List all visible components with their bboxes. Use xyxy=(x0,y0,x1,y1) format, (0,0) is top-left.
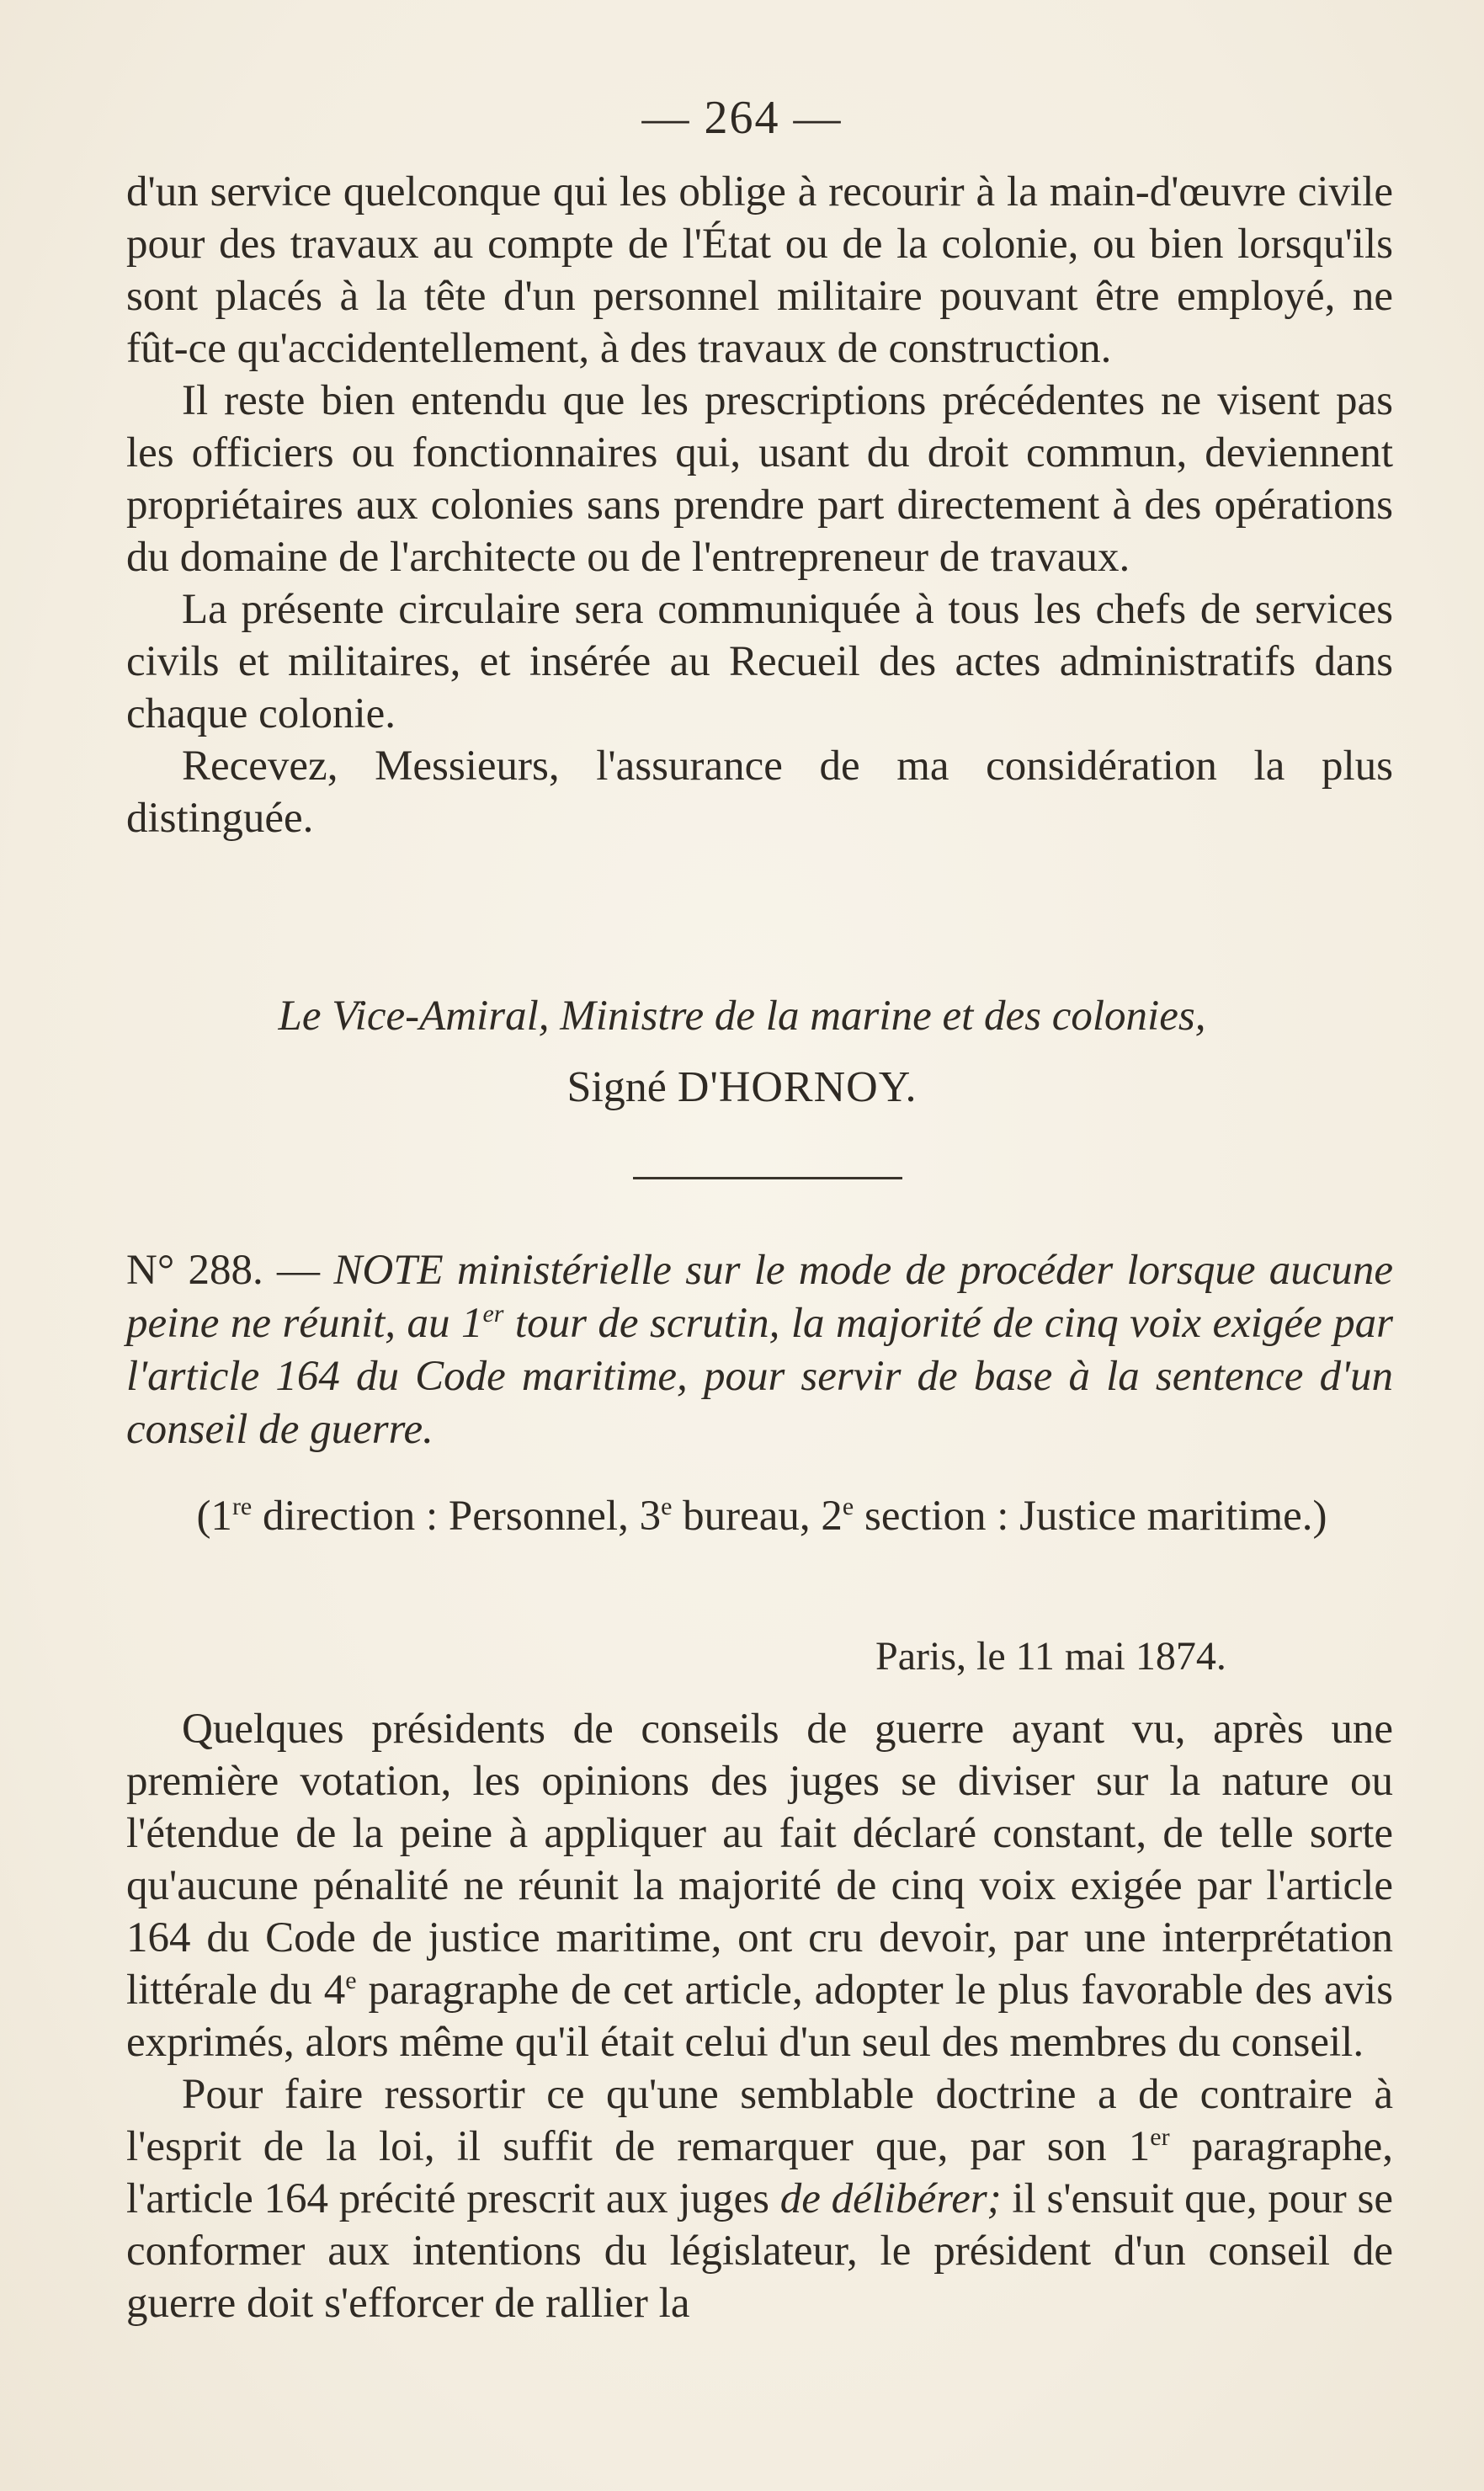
note-title-part1: NOTE ministérielle sur le mode de procéder lorsque aucune peine ne réunit, au 1 xyxy=(126,1247,1394,1347)
signed-prefix: Signé xyxy=(566,1063,667,1111)
p2-text-a: Pour faire ressortir ce qu'une semblable doctrine a de contraire à l'esprit de la loi, il suffit de remarquer que, par son 1 xyxy=(126,2071,1393,2170)
p1-text-b: paragraphe de cet article, adopter le plus favorable des avis exprimés, alors même qu'il était celui d'un seul des membres du conseil. xyxy=(126,1967,1393,2066)
page-number: — 264 — xyxy=(641,92,843,144)
direction-b-sup: e xyxy=(661,1493,673,1520)
paragraph-salutation: Recevez, Messieurs, l'assurance de ma considération la plus distinguée. xyxy=(126,743,1393,842)
p2-sup: er xyxy=(1150,2123,1170,2151)
paragraph-circulaire: La présente circulaire sera communiquée à tous les chefs de services civils et militaires, et insérée au Recueil des actes administratifs dans chaque colonie. xyxy=(126,586,1393,737)
section-divider xyxy=(633,1177,902,1179)
continuation-text xyxy=(126,166,1393,844)
note-title-sup: er xyxy=(482,1300,504,1328)
p1-sup: e xyxy=(345,1967,357,1994)
p2-emphasis: de délibérer; xyxy=(779,2175,1002,2222)
note-title-part2: tour de scrutin, la majorité de cinq voix exigée par l'article 164 du Code maritime, pour servir de base à la sentence d'un conseil de guerre. xyxy=(126,1300,1393,1453)
paragraph-prescriptions: Il reste bien entendu que les prescriptions précédentes ne visent pas les officiers ou fonctionnaires qui, usant du droit commun, deviennent propriétaires aux colonies sans prendre part directement à des opérations du domaine de l'architecte ou de l'entrepreneur de travaux. xyxy=(126,377,1393,581)
direction-c-sup: e xyxy=(842,1493,854,1520)
paragraph-presidents xyxy=(126,1703,1393,2068)
direction-c: bureau, 2 xyxy=(672,1493,843,1540)
signatory-name: D'HORNOY. xyxy=(677,1063,918,1111)
paragraph-doctrine xyxy=(126,2068,1393,2329)
note-number: N° 288. — xyxy=(126,1247,321,1294)
note-body xyxy=(126,1703,1393,2329)
direction-b: direction : Personnel, 3 xyxy=(252,1493,662,1540)
signatory-line xyxy=(0,1062,1484,1112)
direction-a: (1 xyxy=(196,1493,232,1540)
direction-reference xyxy=(185,1490,1338,1542)
p2-text-c: il s'ensuit que, pour se conformer aux intentions du législateur, le président d'un conseil de guerre doit s'efforcer de rallier la xyxy=(126,2175,1393,2327)
note-heading xyxy=(126,1244,1393,1456)
p1-text-a: Quelques présidents de conseils de guerre ayant vu, après une première votation, les opinions des juges se diviser sur la nature ou l'étendue de la peine à appliquer au fait déclaré constant, de telle sorte qu'aucune pénalité ne réunit la majorité de cinq voix exigée par l'article 164 du Code de justice maritime, ont cru devoir, par une interprétation littérale du 4 xyxy=(126,1706,1393,2014)
dateline: Paris, le 11 mai 1874. xyxy=(875,1634,1226,1679)
direction-d: section : Justice maritime.) xyxy=(854,1493,1327,1540)
paragraph-continuation: d'un service quelconque qui les oblige à recourir à la main-d'œuvre civile pour des travaux au compte de l'État ou de la colonie, ou bien lorsqu'ils sont placés à la tête d'un personnel militaire pouvant être employé, ne fût-ce qu'accidentellement, à des travaux de construction. xyxy=(126,168,1393,372)
signatory-title: Le Vice-Amiral, Ministre de la marine et des colonies, xyxy=(278,993,1206,1040)
p2-text-b: paragraphe, l'article 164 précité prescrit aux juges xyxy=(126,2123,1393,2222)
direction-a-sup: re xyxy=(231,1493,253,1520)
